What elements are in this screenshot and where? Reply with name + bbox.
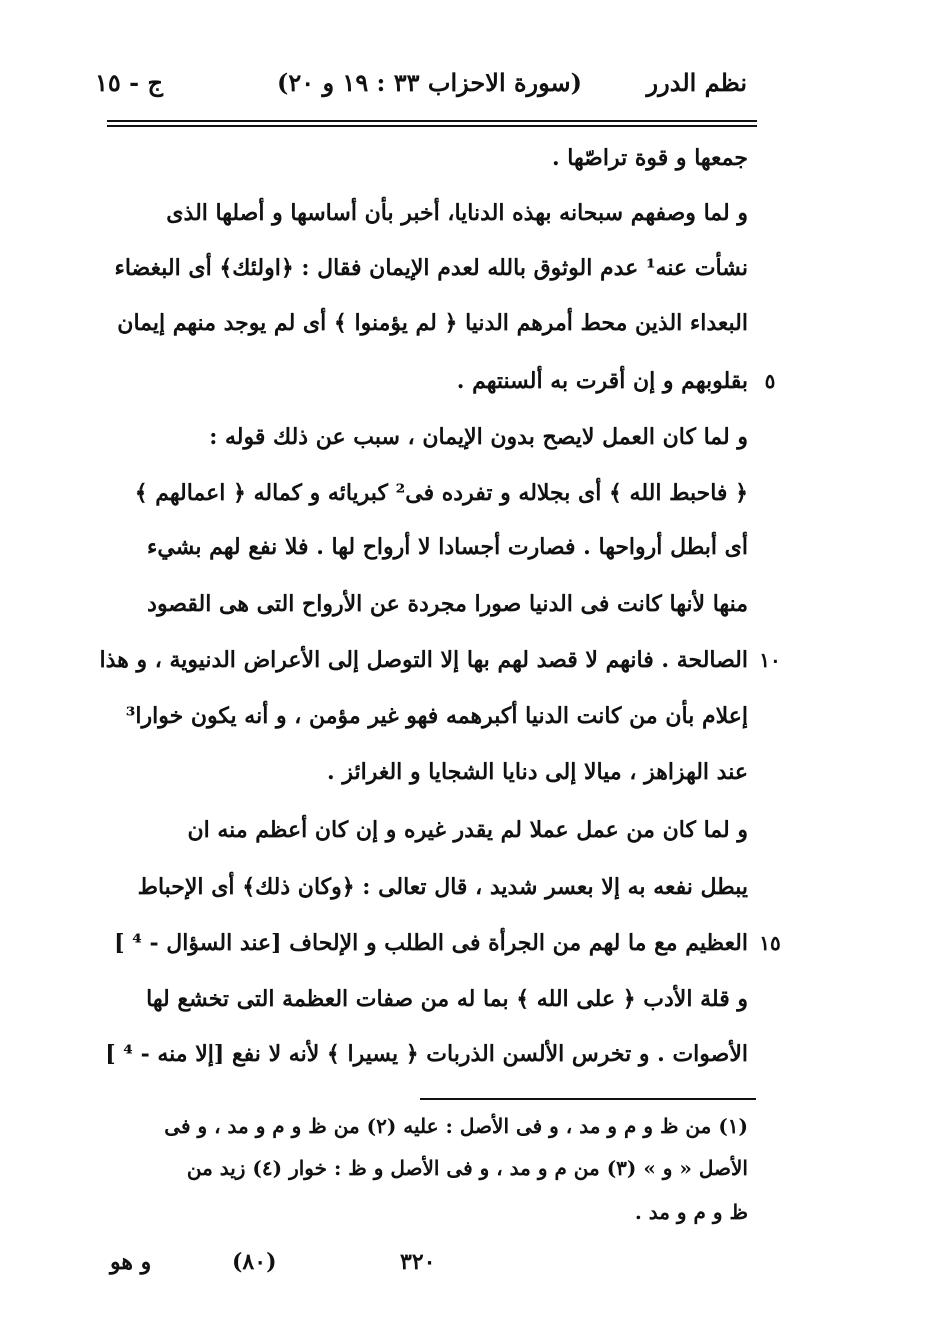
footnote-line: ظ و م و مد .	[634, 1200, 748, 1224]
text-line: عند الهزاهز ، ميالا إلى دنايا الشجايا و الغرائز .	[327, 759, 748, 785]
header-rule	[107, 120, 757, 122]
text-line: إعلام بأن من كانت الدنيا أكبرهمه فهو غير مؤمن ، و أنه يكون خوارا³	[125, 703, 748, 729]
running-header	[95, 68, 747, 108]
text-line: الأصوات . و تخرس الألسن الذربات ﴿ يسيرا ﴾ لأنه لا نفع [إلا منه - ⁴ ]	[105, 1041, 748, 1067]
surah-reference: (سورة الاحزاب ٣٣ : ١٩ و ٢٠)	[276, 68, 582, 97]
text-line: الصالحة . فانهم لا قصد لهم بها إلا التوصل إلى الأعراض الدنيوية ، و هذا	[99, 647, 748, 673]
footnote-line: الأصل « و » (٣) من م و مد ، و فى الأصل و ظ : خوار (٤) زيد من	[186, 1156, 748, 1180]
text-line: و لما كان العمل لايصح بدون الإيمان ، سبب عن ذلك قوله :	[209, 424, 748, 450]
signature-mark: (٨٠)	[232, 1249, 277, 1275]
line-number-15: ١٥	[759, 931, 781, 955]
text-line: نشأت عنه¹ عدم الوثوق بالله لعدم الإيمان فقال : ﴿اولئك﴾ أى البغضاء	[114, 255, 748, 281]
footnote-rule	[420, 1098, 756, 1100]
text-line: البعداء الذين محط أمرهم الدنيا ﴿ لم يؤمنوا ﴾ أى لم يوجد منهم إيمان	[117, 310, 748, 336]
header-rule-double	[107, 125, 757, 127]
text-line: بقلوبهم و إن أقرت به ألسنتهم .	[456, 368, 748, 394]
text-line: منها لأنها كانت فى الدنيا صورا مجردة عن الأرواح التى هى القصود	[147, 591, 748, 617]
text-line: و لما وصفهم سبحانه بهذه الدنايا، أخبر بأن أساسها و أصلها الذى	[166, 200, 748, 226]
text-line: العظيم مع ما لهم من الجرأة فى الطلب و الإلحاف [عند السؤال - ⁴ ]	[114, 930, 748, 956]
line-number-10: ١٠	[759, 648, 781, 672]
volume-reference: ج - ١٥	[95, 68, 163, 97]
text-line: جمعها و قوة تراصّها .	[551, 145, 748, 171]
text-line: يبطل نفعه به إلا بعسر شديد ، قال تعالى : ﴿وكان ذلك﴾ أى الإحباط	[137, 874, 748, 900]
footnote-line: (١) من ظ و م و مد ، و فى الأصل : عليه (٢) من ظ و م و مد ، و فى	[164, 1114, 748, 1138]
text-line: أى أبطل أرواحها . فصارت أجسادا لا أرواح لها . فلا نفع لهم بشيء	[147, 534, 748, 560]
line-number-5: ٥	[764, 369, 776, 393]
text-line: ﴿ فاحبط الله ﴾ أى بجلاله و تفرده فى² كبريائه و كماله ﴿ اعمالهم ﴾	[134, 480, 748, 506]
book-title: نظم الدرر	[646, 68, 747, 97]
catchword: و هو	[110, 1249, 152, 1275]
text-line: و قلة الأدب ﴿ على الله ﴾ بما له من صفات العظمة التى تخشع لها	[146, 986, 748, 1012]
text-line: و لما كان من عمل عملا لم يقدر غيره و إن كان أعظم منه ان	[187, 817, 748, 843]
page-number: ٣٢٠	[400, 1249, 436, 1275]
